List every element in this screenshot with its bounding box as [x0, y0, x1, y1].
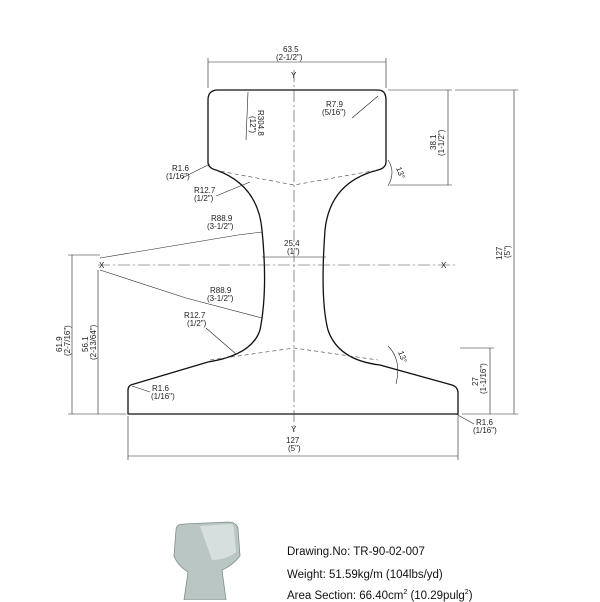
dim-line	[206, 328, 236, 354]
axis-x-right: X	[441, 261, 447, 270]
dim-r889-bottom-in: (3-1/2")	[207, 294, 234, 303]
dim-line	[238, 232, 262, 235]
dim-line	[246, 92, 248, 140]
dim-r16-base-left-in: (1/16")	[151, 392, 175, 401]
axis-y-top: Y	[291, 71, 297, 80]
dim-base-edge: 27	[471, 377, 480, 386]
dim-r16-head-in: (1/16")	[166, 172, 190, 181]
dim-line	[456, 414, 474, 424]
dim-line	[100, 235, 238, 258]
dim-base-width: 127	[286, 436, 300, 445]
rail-3d-thumbnail	[174, 522, 240, 600]
dim-height-in: (5")	[503, 245, 512, 258]
dim-head-radius-in: (12")	[248, 116, 257, 134]
dim-web: 25.4	[284, 239, 300, 248]
dim-r127-top-in: (1/2")	[194, 194, 214, 203]
dim-r127-bottom: R12.7	[184, 311, 206, 320]
dim-d561: 56.1	[81, 336, 90, 352]
dim-corner-radius-in: (5/16")	[322, 108, 346, 117]
axis-y-bottom: Y	[291, 425, 297, 434]
weight: Weight: 51.59kg/m (104lbs/yd)	[287, 569, 443, 581]
dim-r16-head: R1.6	[172, 164, 189, 173]
dim-r127-top: R12.7	[194, 186, 216, 195]
dim-head-width: 63.5	[283, 45, 299, 54]
dim-head-height: 38.1	[429, 134, 438, 150]
dim-base-width-in: (5")	[288, 444, 301, 453]
dim-r889-bottom: R88.9	[210, 286, 232, 295]
dim-head-radius: R304.8	[256, 110, 265, 136]
dim-r16-base-right: R1.6	[476, 418, 493, 427]
dim-d619: 61.9	[55, 336, 64, 352]
dim-angle-top: 13°	[394, 165, 407, 181]
dim-r889-top-in: (3-1/2")	[207, 222, 234, 231]
dim-head-height-in: (1-1/2")	[437, 129, 446, 156]
dim-line	[352, 96, 378, 118]
dim-head-width-in: (2-1/2")	[276, 53, 303, 62]
dim-r16-base-left: R1.6	[152, 384, 169, 393]
dim-angle-bottom: 13°	[396, 349, 409, 365]
dim-height: 127	[495, 246, 504, 260]
drawing-number: Drawing.No: TR-90-02-007	[287, 546, 425, 558]
dim-d561-in: (2-13/64")	[89, 324, 98, 360]
dim-r889-top: R88.9	[211, 214, 233, 223]
axis-x-left: X	[99, 261, 105, 270]
angle-arc-top	[388, 160, 392, 186]
dim-r127-bottom-in: (1/2")	[187, 319, 207, 328]
dim-web-in: (1")	[287, 247, 300, 256]
area-section: Area Section: $66.40cm^2$ (10.29pulg$^2$)	[287, 589, 473, 602]
dim-line	[132, 386, 150, 392]
dim-r16-base-right-in: (1/16")	[473, 426, 497, 435]
dim-d619-in: (2-7/16")	[63, 325, 72, 356]
dim-base-edge-in: (1-1/16")	[479, 363, 488, 394]
dim-line	[100, 270, 186, 298]
dim-corner-radius: R7.9	[326, 100, 343, 109]
